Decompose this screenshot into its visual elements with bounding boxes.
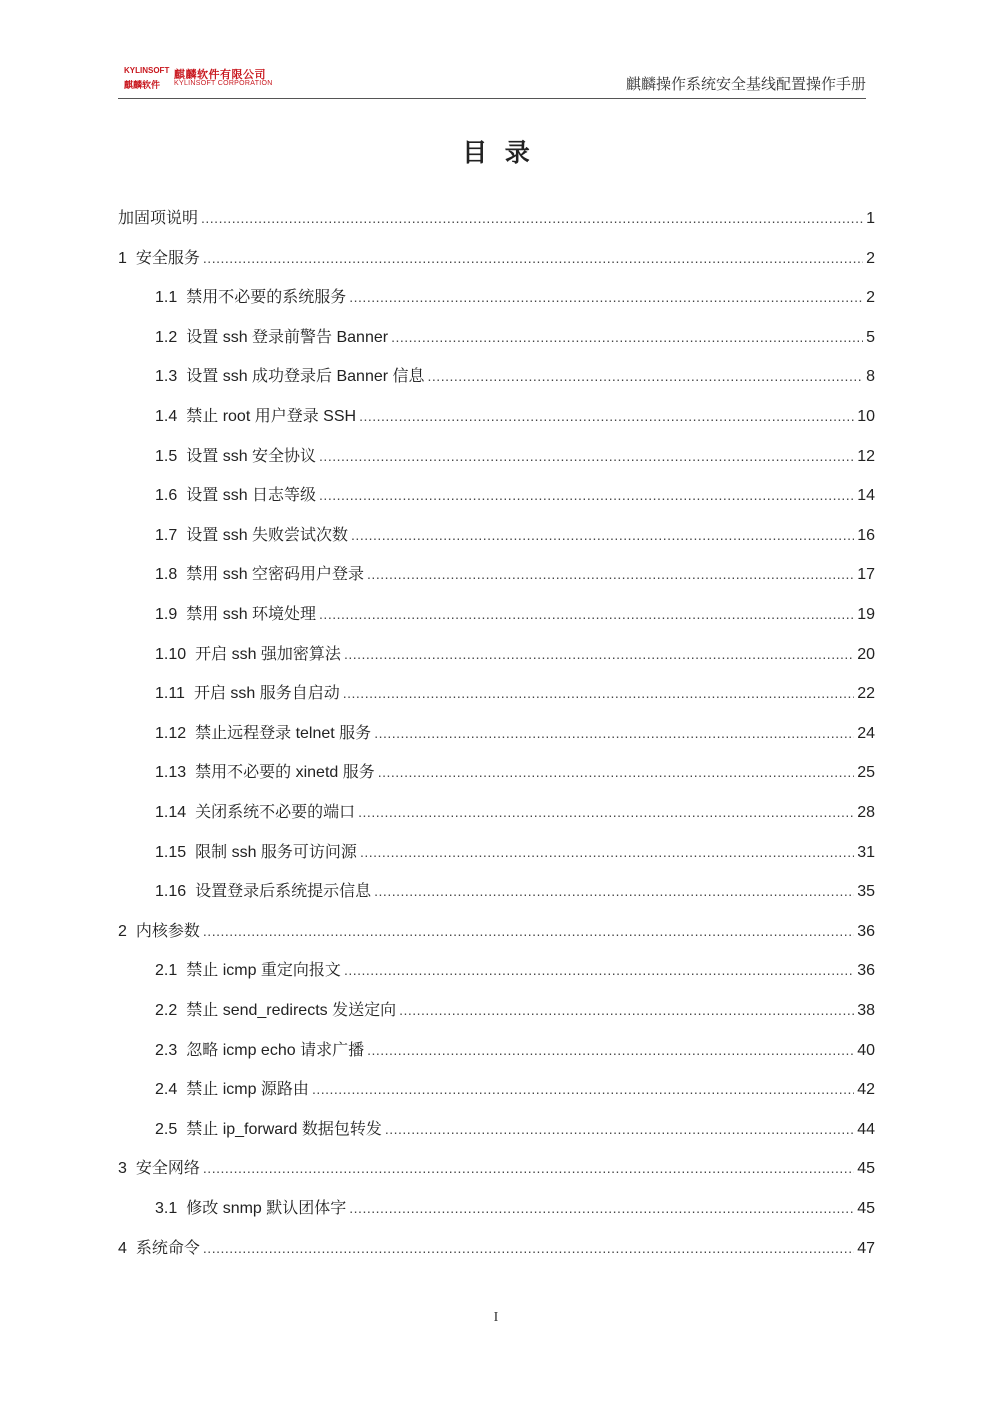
toc-entry[interactable]	[155, 522, 875, 552]
toc-entry-title: 设置 ssh 日志等级	[186, 487, 317, 505]
toc-dot-leader	[319, 448, 854, 464]
toc-entry[interactable]	[118, 918, 875, 948]
toc-entry-title: 禁止远程登录 telnet 服务	[195, 724, 372, 742]
toc-entry[interactable]	[155, 403, 875, 433]
toc-entry[interactable]	[155, 1116, 875, 1146]
toc-entry-page: 2	[866, 289, 875, 307]
toc-entry-title: 关闭系统不必要的端口	[195, 804, 356, 821]
page-header	[118, 60, 866, 99]
toc-dot-leader	[203, 1160, 854, 1176]
toc-dot-leader	[351, 527, 854, 543]
logo-corporation-name: KYLINSOFT CORPORATION	[174, 80, 273, 87]
toc-entry-number: 1.2	[155, 328, 178, 346]
toc-entry-number: 1.6	[155, 487, 178, 505]
toc-entry-title: 开启 ssh 服务自启动	[193, 685, 340, 703]
toc-dot-leader	[358, 804, 854, 820]
toc-dot-leader	[344, 646, 854, 662]
toc-entry[interactable]	[155, 799, 875, 829]
toc-entry-number: 2	[118, 922, 127, 940]
toc-entry-page: 38	[857, 1002, 875, 1019]
company-logo	[124, 66, 284, 92]
toc-dot-leader	[203, 250, 863, 266]
toc-entry-title: 加固项说明	[118, 210, 199, 227]
toc-entry-number: 1.10	[155, 645, 187, 663]
toc-dot-leader	[391, 329, 863, 345]
toc-entry-page: 8	[866, 368, 875, 386]
toc-entry-number: 1.3	[155, 368, 178, 386]
toc-dot-leader	[319, 606, 854, 622]
toc-entry-title: 禁止 send_redirects 发送定向	[186, 1002, 397, 1019]
toc-entry-page: 42	[857, 1081, 875, 1099]
toc-dot-leader	[374, 883, 854, 899]
toc-entry-page: 5	[866, 328, 875, 346]
toc-entry[interactable]	[155, 759, 875, 789]
toc-entry-page: 36	[857, 962, 875, 980]
toc-entry-title: 设置 ssh 失败尝试次数	[186, 526, 349, 544]
toc-entry-number: 1	[118, 249, 127, 267]
toc-dot-leader	[399, 1002, 854, 1018]
toc-dot-leader	[201, 210, 863, 226]
toc-entry-title: 禁止 root 用户登录 SSH	[186, 408, 357, 425]
toc-entry-page: 10	[857, 408, 875, 425]
toc-entry[interactable]	[155, 561, 875, 591]
toc-dot-leader	[374, 725, 854, 741]
toc-entry[interactable]	[155, 1195, 875, 1225]
toc-dot-leader	[312, 1081, 854, 1097]
toc-entry-title: 安全网络	[135, 1160, 200, 1178]
toc-entry[interactable]	[155, 1076, 875, 1106]
toc-entry[interactable]	[118, 205, 875, 235]
toc-entry-number: 2.2	[155, 1002, 178, 1019]
toc-entry-page: 35	[857, 883, 875, 901]
toc-entry[interactable]	[155, 363, 875, 393]
toc-entry-number: 1.1	[155, 289, 178, 307]
toc-entry-number: 1.16	[155, 883, 187, 901]
toc-entry-page: 17	[857, 566, 875, 584]
logo-chinese-full-name: 麒麟软件有限公司	[174, 68, 266, 81]
toc-entry-number: 2.1	[155, 962, 178, 980]
toc-dot-leader	[349, 1200, 854, 1216]
toc-entry-page: 31	[857, 843, 875, 861]
logo-english-name: KYLINSOFT	[124, 66, 170, 75]
document-title: 麒麟操作系统安全基线配置操作手册	[625, 75, 866, 93]
toc-entry[interactable]	[155, 878, 875, 908]
toc-entry-page: 1	[866, 210, 875, 227]
toc-entry-page: 44	[857, 1120, 875, 1138]
toc-entry-title: 修改 snmp 默认团体字	[186, 1200, 347, 1217]
toc-heading: 目 录	[462, 138, 530, 167]
toc-entry[interactable]	[155, 680, 875, 710]
toc-entry[interactable]	[155, 284, 875, 314]
toc-dot-leader	[319, 487, 854, 503]
toc-entry[interactable]	[155, 443, 875, 473]
toc-entry-title: 忽略 icmp echo 请求广播	[186, 1041, 365, 1059]
toc-entry-page: 47	[857, 1239, 875, 1257]
toc-dot-leader	[343, 685, 854, 701]
toc-entry-page: 45	[857, 1200, 875, 1217]
toc-entry[interactable]	[155, 839, 875, 869]
toc-dot-leader	[367, 566, 854, 582]
toc-entry-title: 设置 ssh 登录前警告 Banner	[186, 328, 389, 346]
toc-entry-number: 1.14	[155, 804, 187, 821]
toc-entry-number: 3.1	[155, 1200, 178, 1217]
toc-entry[interactable]	[155, 601, 875, 631]
toc-dot-leader	[359, 408, 854, 424]
toc-dot-leader	[428, 368, 864, 384]
toc-entry-title: 禁止 icmp 源路由	[186, 1081, 309, 1099]
toc-entry[interactable]	[155, 997, 875, 1027]
toc-dot-leader	[349, 289, 863, 305]
toc-entry-title: 禁用 ssh 环境处理	[186, 606, 317, 623]
toc-entry-page: 14	[857, 487, 875, 505]
toc-entry-number: 4	[118, 1239, 127, 1257]
toc-entry-title: 设置 ssh 成功登录后 Banner 信息	[186, 368, 425, 386]
toc-entry-title: 禁止 ip_forward 数据包转发	[186, 1120, 382, 1138]
toc-dot-leader	[385, 1121, 854, 1137]
toc-entry-title: 安全服务	[135, 249, 200, 267]
toc-entry-page: 22	[857, 685, 875, 703]
toc-entry-number: 1.13	[155, 764, 187, 782]
toc-entry-title: 设置登录后系统提示信息	[195, 883, 372, 901]
toc-entry-title: 开启 ssh 强加密算法	[195, 645, 341, 663]
toc-entry-title: 内核参数	[135, 922, 200, 940]
toc-entry-title: 禁用 ssh 空密码用户登录	[186, 566, 365, 584]
toc-entry-number: 1.11	[155, 685, 185, 703]
toc-entry-page: 20	[857, 645, 875, 663]
toc-entry-title: 禁用不必要的 xinetd 服务	[195, 764, 375, 782]
toc-entry-number: 1.5	[155, 447, 178, 465]
toc-entry-title: 限制 ssh 服务可访问源	[195, 843, 357, 861]
toc-entry-page: 36	[857, 922, 875, 940]
toc-entry-title: 设置 ssh 安全协议	[186, 447, 317, 465]
toc-entry[interactable]	[118, 1155, 875, 1185]
toc-entry[interactable]	[118, 245, 875, 275]
toc-entry-page: 12	[857, 447, 875, 465]
toc-dot-leader	[367, 1042, 854, 1058]
toc-entry-number: 2.3	[155, 1041, 178, 1059]
toc-dot-leader	[344, 962, 854, 978]
toc-entry-title: 系统命令	[135, 1239, 200, 1257]
toc-entry-number: 2.5	[155, 1120, 178, 1138]
toc-entry[interactable]	[155, 324, 875, 354]
toc-entry[interactable]	[118, 1235, 875, 1265]
toc-dot-leader	[203, 1240, 854, 1256]
toc-entry[interactable]	[155, 482, 875, 512]
toc-entry-page: 40	[857, 1041, 875, 1059]
toc-entry-title: 禁止 icmp 重定向报文	[186, 962, 341, 980]
toc-entry-page: 45	[857, 1160, 875, 1178]
toc-entry-page: 24	[857, 724, 875, 742]
toc-entry-number: 1.15	[155, 843, 187, 861]
toc-entry-number: 1.7	[155, 526, 178, 544]
page-number: I	[493, 1310, 499, 1325]
toc-dot-leader	[360, 844, 854, 860]
toc-entry[interactable]	[155, 957, 875, 987]
toc-entry-page: 25	[857, 764, 875, 782]
toc-entry[interactable]	[155, 1037, 875, 1067]
toc-entry[interactable]	[155, 641, 875, 671]
toc-dot-leader	[203, 923, 854, 939]
toc-entry-number: 2.4	[155, 1081, 178, 1099]
toc-entry-page: 2	[866, 249, 875, 267]
toc-entry-title: 禁用不必要的系统服务	[186, 289, 347, 307]
toc-dot-leader	[378, 764, 854, 780]
toc-entry[interactable]	[155, 720, 875, 750]
toc-entry-number: 1.9	[155, 606, 178, 623]
logo-chinese-short-name: 麒麟软件	[124, 81, 161, 91]
toc-entry-page: 19	[857, 606, 875, 623]
toc-entry-number: 3	[118, 1160, 127, 1178]
toc-entry-page: 28	[857, 804, 875, 821]
toc-entry-number: 1.8	[155, 566, 178, 584]
toc-entry-number: 1.4	[155, 408, 178, 425]
toc-entry-page: 16	[857, 526, 875, 544]
toc-entry-number: 1.12	[155, 724, 187, 742]
